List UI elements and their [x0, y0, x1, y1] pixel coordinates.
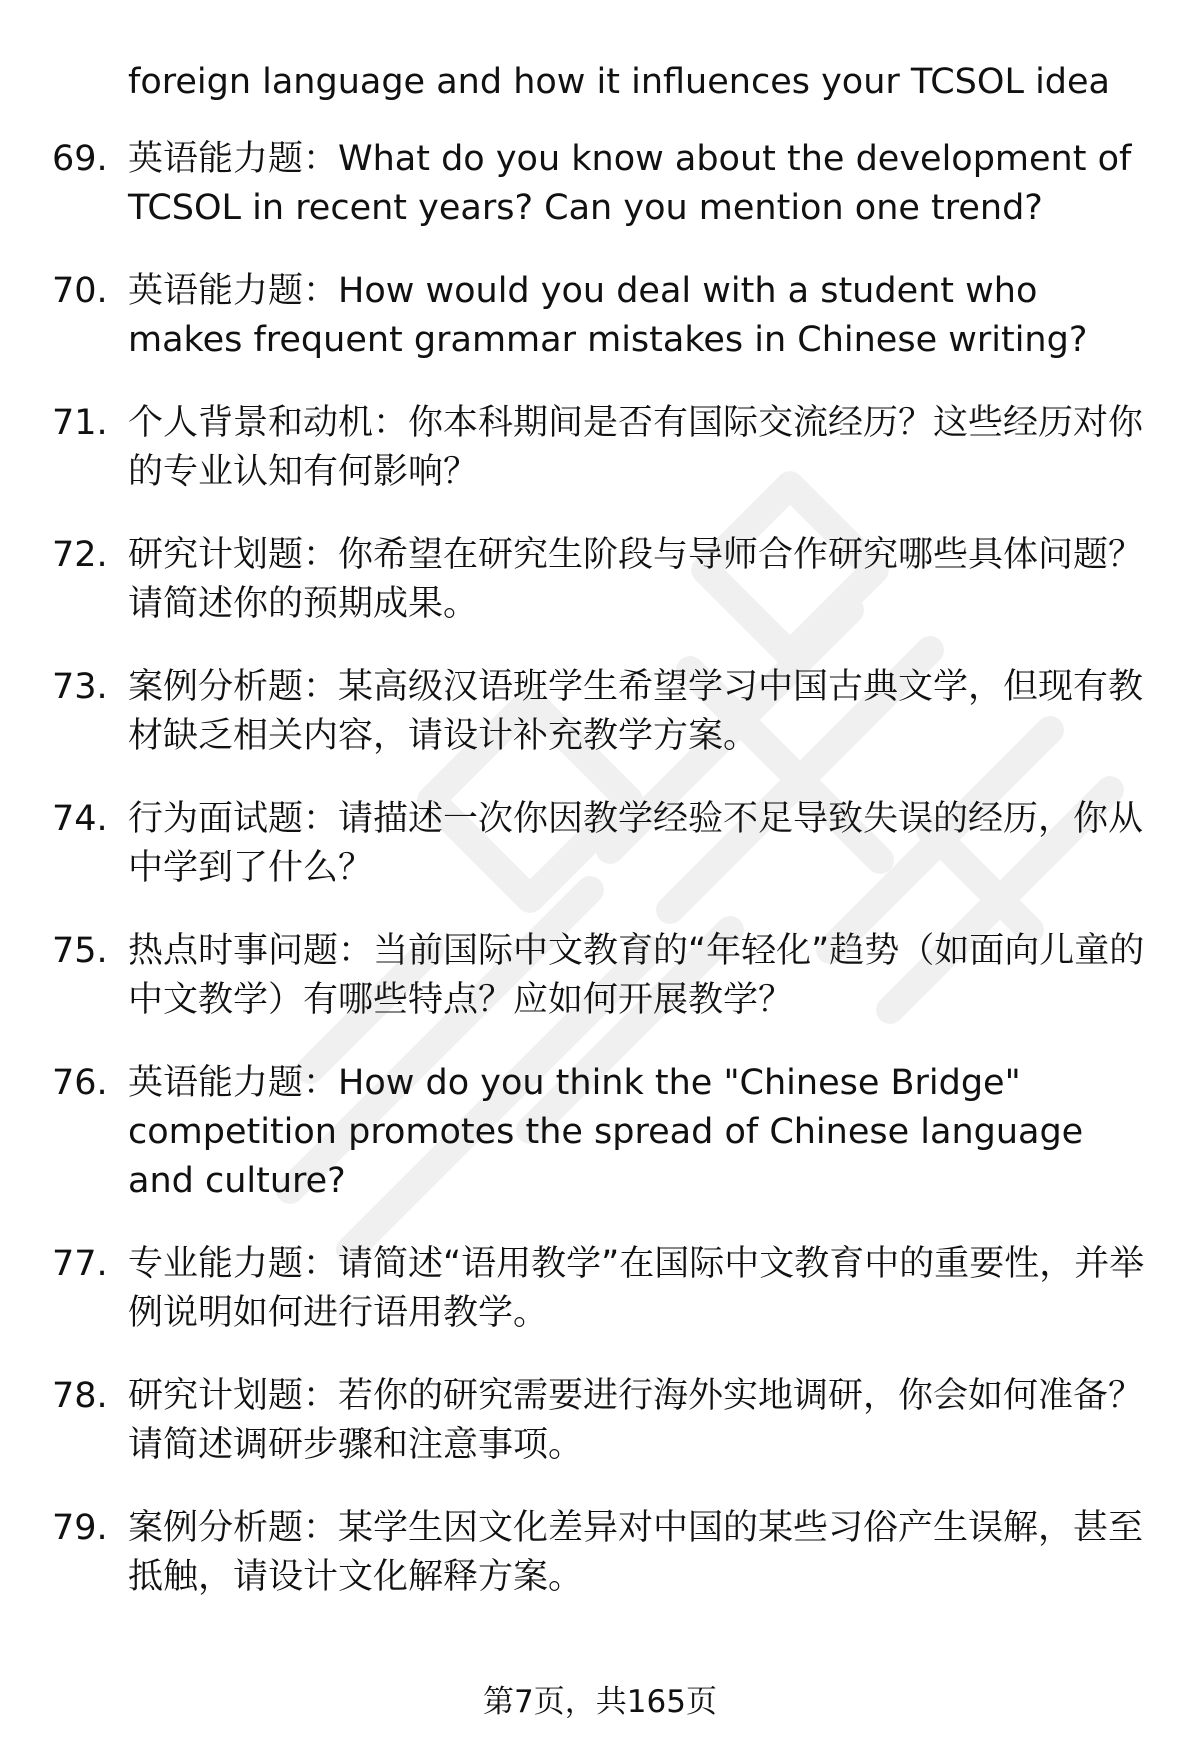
question-text: 研究计划题：若你的研究需要进行海外实地调研，你会如何准备？请简述调研步骤和注意事项。 — [128, 1376, 1144, 1465]
question-number: 74. — [52, 799, 108, 839]
question-item-75 — [0, 927, 1200, 1025]
question-item-78 — [0, 1372, 1200, 1470]
continuation-text: foreign language and how it influences your TCSOL idea — [128, 62, 1110, 102]
question-number: 71. — [52, 403, 108, 443]
question-text: 英语能力题：How would you deal with a student who makes frequent grammar mistakes in Chinese writing? — [128, 271, 1088, 360]
question-number: 79. — [52, 1508, 108, 1548]
document-content — [0, 58, 1200, 1636]
question-number: 76. — [52, 1063, 108, 1103]
question-text: 专业能力题：请简述“语用教学”在国际中文教育中的重要性，并举例说明如何进行语用教学。 — [128, 1244, 1145, 1333]
question-item-74 — [0, 795, 1200, 893]
question-number: 78. — [52, 1376, 108, 1416]
question-text: 案例分析题：某高级汉语班学生希望学习中国古典文学，但现有教材缺乏相关内容，请设计补充教学方案。 — [128, 667, 1144, 756]
question-text: 行为面试题：请描述一次你因教学经验不足导致失误的经历，你从中学到了什么？ — [128, 799, 1144, 888]
question-number: 77. — [52, 1244, 108, 1284]
question-text: 英语能力题：How do you think the "Chinese Bridge" competition promotes the spread of Chinese language and culture? — [128, 1063, 1084, 1201]
question-number: 70. — [52, 271, 108, 311]
question-list — [0, 135, 1200, 1602]
question-number: 69. — [52, 139, 108, 179]
question-number: 73. — [52, 667, 108, 707]
question-text: 个人背景和动机：你本科期间是否有国际交流经历？这些经历对你的专业认知有何影响？ — [128, 403, 1144, 492]
question-item-73 — [0, 663, 1200, 761]
question-item-71 — [0, 399, 1200, 497]
question-text: 研究计划题：你希望在研究生阶段与导师合作研究哪些具体问题？请简述你的预期成果。 — [128, 535, 1144, 624]
question-number: 72. — [52, 535, 108, 575]
question-item-69 — [0, 135, 1200, 233]
question-item-70 — [0, 267, 1200, 365]
question-text: 案例分析题：某学生因文化差异对中国的某些习俗产生误解，甚至抵触，请设计文化解释方案。 — [128, 1508, 1144, 1597]
question-item-72 — [0, 531, 1200, 629]
question-text: 热点时事问题：当前国际中文教育的“年轻化”趋势（如面向儿童的中文教学）有哪些特点？应如何开展教学？ — [128, 931, 1145, 1020]
page-footer: 第7页，共165页 — [483, 1684, 717, 1720]
question-item-76 — [0, 1059, 1200, 1206]
question-item-79 — [0, 1504, 1200, 1602]
question-item-77 — [0, 1240, 1200, 1338]
question-number: 75. — [52, 931, 108, 971]
question-text: 英语能力题：What do you know about the development of TCSOL in recent years? Can you mention one trend? — [128, 139, 1132, 228]
